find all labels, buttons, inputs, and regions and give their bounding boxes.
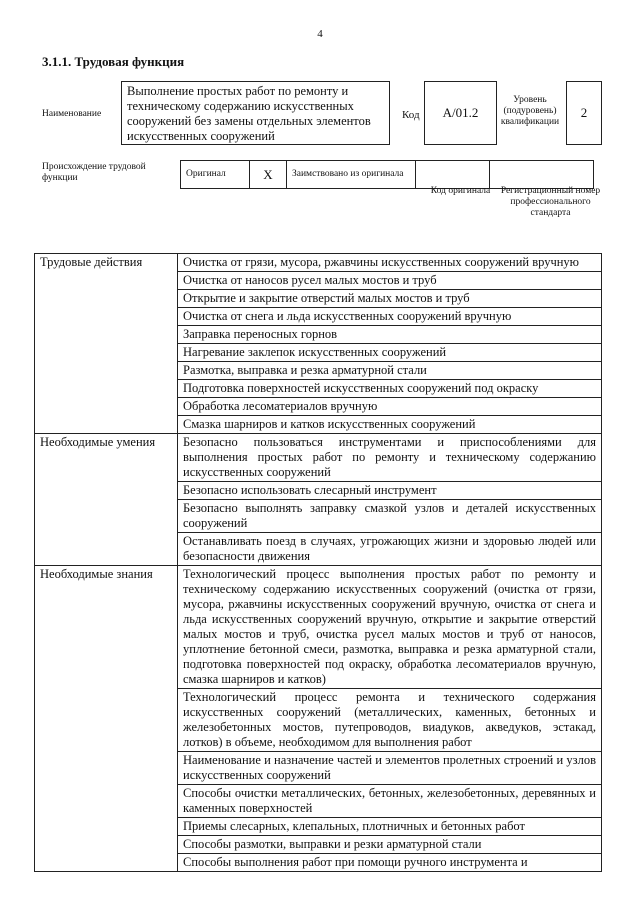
origin-grid [180,160,594,189]
original-label: Оригинал [181,161,250,189]
origin-label: Происхождение трудовой функции [42,162,146,183]
section-item: Приемы слесарных, клепальных, плотничных и бетонных работ [178,818,602,836]
section-item: Наименование и назначение частей и элементов пролетных строений и узлов искусственных сооружений [178,752,602,785]
function-table-body [35,254,602,872]
section-title: 3.1.1. Трудовая функция [42,54,185,69]
table-row [35,566,602,689]
code-label: Код [402,109,420,121]
section-item: Безопасно выполнять заправку смазкой узлов и деталей искусственных сооружений [178,500,602,533]
function-table [34,253,602,872]
section-item: Подготовка поверхностей искусственных сооружений под окраску [178,380,602,398]
reg-number-cell [490,161,594,189]
section-item: Обработка лесоматериалов вручную [178,398,602,416]
section-item: Способы размотки, выправки и резки арматурной стали [178,836,602,854]
section-category: Трудовые действия [35,254,178,434]
code-value: А/01.2 [424,81,497,145]
section-item: Очистка от снега и льда искусственных сооружений вручную [178,308,602,326]
page-number: 4 [317,28,323,40]
section-item: Очистка от наносов русел малых мостов и труб [178,272,602,290]
section-item: Безопасно использовать слесарный инструмент [178,482,602,500]
section-item: Технологический процесс ремонта и технического содержания искусственных сооружений (металлических, каменных, бетонных и железобетонных мостов, путепроводов, виадуков, акведуков, эстакад, лотков) в объеме, необходимом для выполнения работ [178,689,602,752]
function-name-value: Выполнение простых работ по ремонту и техническому содержанию искусственных сооружений без замены отдельных элементов искусственных сооружений [121,81,390,145]
level-value: 2 [566,81,602,145]
section-item: Способы выполнения работ при помощи ручного инструмента и [178,854,602,872]
level-label: Уровень (подуровень) квалификации [500,95,560,127]
name-label: Наименование [42,109,102,119]
section-item: Смазка шарниров и катков искусственных сооружений [178,416,602,434]
reg-number-caption: Регистрационный номер профессионального стандарта [500,186,601,218]
original-mark: X [250,161,287,189]
section-item: Размотка, выправка и резка арматурной стали [178,362,602,380]
section-item: Открытие и закрытие отверстий малых мостов и труб [178,290,602,308]
section-item: Технологический процесс выполнения простых работ по ремонту и техническому содержанию искусственных сооружений (очистка от грязи, мусора, ржавчины искусственных сооружений вручную, очистка от снега и льда искусственных сооружений вручную, открытие и закрытие отверстий малых мостов и труб, очистка русел малых мостов и труб от наносов, уплотнение бетонной смеси, размотка, выправка и резка арматурной стали, подготовка поверхностей под окраску, обработка лесоматериалов вручную, смазка шарниров и катков) [178,566,602,689]
section-item: Заправка переносных горнов [178,326,602,344]
table-row [35,254,602,272]
section-category: Необходимые знания [35,566,178,872]
code-original-cell [416,161,490,189]
borrowed-label: Заимствовано из оригинала [287,161,416,189]
section-item: Способы очистки металлических, бетонных, железобетонных, деревянных и каменных поверхностей [178,785,602,818]
section-item: Очистка от грязи, мусора, ржавчины искусственных сооружений вручную [178,254,602,272]
code-original-caption: Код оригинала [430,186,491,196]
table-row [35,434,602,482]
section-category: Необходимые умения [35,434,178,566]
section-item: Останавливать поезд в случаях, угрожающих жизни и здоровью людей или безопасности движения [178,533,602,566]
section-item: Нагревание заклепок искусственных сооружений [178,344,602,362]
section-item: Безопасно пользоваться инструментами и приспособлениями для выполнения простых работ по ремонту и техническому содержанию искусственных сооружений [178,434,602,482]
